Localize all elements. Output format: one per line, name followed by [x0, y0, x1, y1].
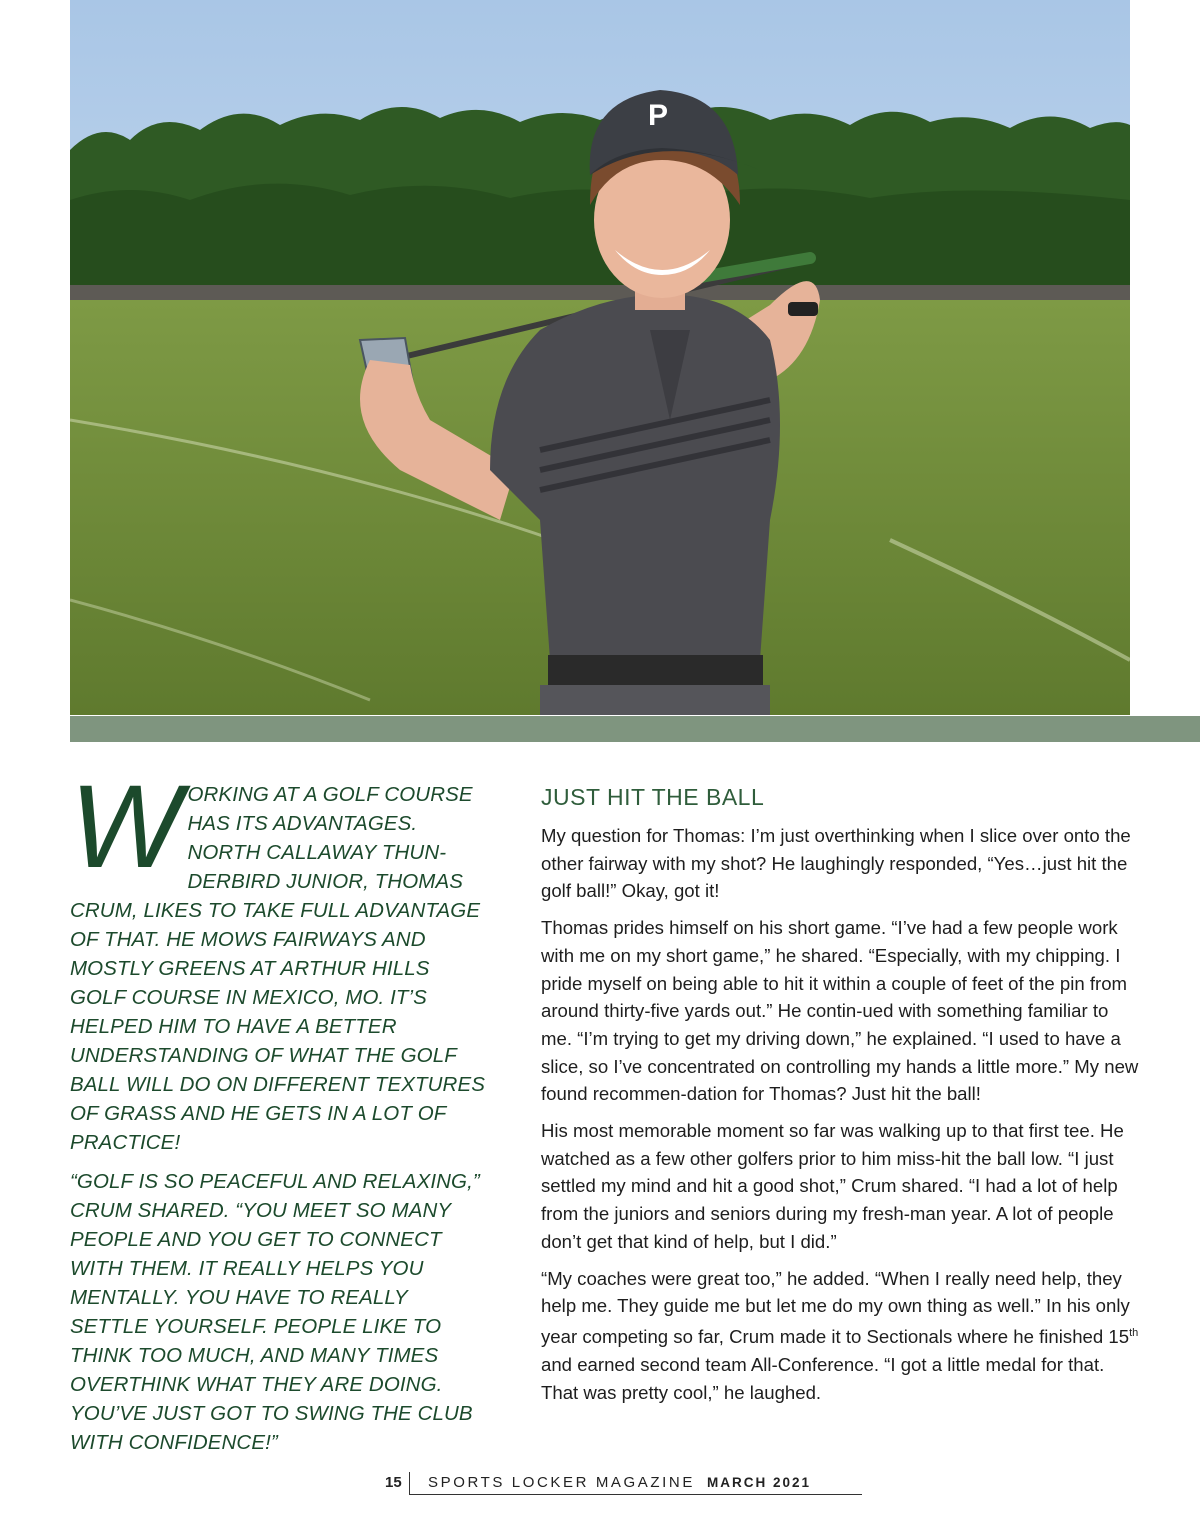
cap-logo-letter: P	[648, 99, 669, 132]
magazine-name: SPORTS LOCKER MAGAZINE	[428, 1474, 695, 1491]
intro-paragraph-1: ORKING AT A GOLF COURSE HAS ITS ADVANTAGES. NORTH CALLAWAY THUN-DERBIRD JUNIOR, THOMAS CRUM, LIKES TO TAKE FULL ADVANTAGE OF THAT. HE MOWS FAIRWAYS AND MOSTLY GREENS AT ARTHUR HILLS GOLF COURSE IN MEXICO, MO. IT’S HELPED HIM TO HAVE A BETTER UNDERSTANDING OF WHAT THE GOLF BALL WILL DO ON DIFFERENT TEXTURES OF GRASS AND HE GETS IN A LOT OF PRACTICE!	[70, 783, 486, 1154]
intro-paragraph-2: “GOLF IS SO PEACEFUL AND RELAXING,” CRUM SHARED. “YOU MEET SO MANY PEOPLE AND YOU GET TO CONNECT WITH THEM. IT REALLY HELPS YOU MENTALLY. YOU HAVE TO REALLY SETTLE YOURSELF. PEOPLE LIKE TO THINK TOO MUCH, AND MANY TIMES OVERTHINK WHAT THEY ARE DOING. YOU’VE JUST GOT TO SWING THE CLUB WITH CONFIDENCE!”	[70, 1170, 480, 1454]
page-number: 15	[385, 1474, 402, 1491]
footer-rule	[409, 1494, 862, 1495]
article-column	[541, 781, 1141, 1415]
ordinal-suffix: th	[1129, 1326, 1139, 1339]
article-paragraph-4-start: “My coaches were great too,” he added. “When I really need help, they help me. They guide me but let me do my own thing as well.” In his only year competing so far, Crum made it to Sectionals where he finished 15	[541, 1267, 1130, 1348]
accent-bar	[70, 716, 1200, 742]
golfer-photo	[70, 0, 1130, 715]
golfer-photo-illustration	[70, 0, 1130, 715]
intro-column	[70, 761, 490, 1467]
section-heading: JUST HIT THE BALL	[541, 784, 765, 810]
page-footer	[385, 1472, 865, 1496]
drop-cap: W	[70, 761, 182, 893]
issue-date: MARCH 2021	[707, 1475, 812, 1490]
article-paragraph-4-end: and earned second team All-Conference. “I got a little medal for that. That was pretty cool,” he laughed.	[541, 1353, 1105, 1403]
article-paragraph-1: My question for Thomas: I’m just overthinking when I slice over onto the other fairway with my shot? He laughingly responded, “Yes…just hit the golf ball!” Okay, got it!	[541, 825, 1131, 902]
footer-divider	[409, 1472, 410, 1494]
article-paragraph-4	[541, 1265, 1141, 1407]
article-paragraph-2: Thomas prides himself on his short game. “I’ve had a few people work with me on my short game,” he shared. “Especially, with my chipping. I pride myself on being able to hit it within a couple of feet of the pin from around thirty-five yards out.” He contin-ued with something familiar to me. “I’m trying to get my driving down,” he explained. “I used to have a slice, so I’ve concentrated on controlling my hands a little more.” My new found recommen-dation for Thomas? Just hit the ball!	[541, 917, 1139, 1105]
article-paragraph-3: His most memorable moment so far was walking up to that first tee. He watched as a few other golfers prior to him miss-hit the ball low. “I just settled my mind and hit a good shot,” Crum shared. “I had a lot of help from the juniors and seniors during my fresh-man year. A lot of people don’t get that kind of help, but I did.”	[541, 1120, 1124, 1252]
